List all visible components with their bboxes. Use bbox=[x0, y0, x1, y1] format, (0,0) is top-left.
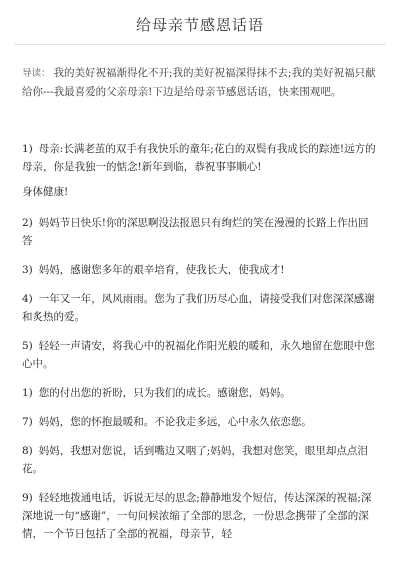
intro-text: 我的美好祝福渐得化不开;我的美好祝福深得抹不去;我的美好祝福只献给你---我最喜爱的父亲母亲!下边是给母亲节感恩话语，快来围观吧。 bbox=[22, 67, 376, 98]
item-number: 7) bbox=[22, 416, 33, 428]
item-number: 2) bbox=[22, 217, 33, 229]
item-text: 妈妈，感谢您多年的艰辛培育，使我长大，使我成才! bbox=[38, 264, 285, 276]
list-item bbox=[22, 489, 378, 543]
item-number: 8) bbox=[22, 445, 33, 457]
item-text: 身体健康! bbox=[22, 186, 69, 198]
item-text: 轻轻一声请安，将我心中的祝福化作阳光般的暖和，永久地留在您眼中您心中。 bbox=[22, 340, 375, 370]
list-item bbox=[22, 214, 378, 250]
item-text: 妈妈节日快乐!你的深思啊没法报恩只有绚烂的笑在漫漫的长路上作出回答 bbox=[22, 217, 369, 247]
list-item bbox=[22, 442, 378, 478]
intro-paragraph bbox=[22, 64, 378, 101]
item-text: 妈妈，您的怀抱最暖和。不论我走多远，心中永久依恋您。 bbox=[38, 416, 312, 428]
item-text: 轻轻地拨通电话，诉说无尽的思念;静静地发个短信，传达深深的祝福;深深地说一句“感谢”，一句问候浓缩了全部的思念，一份思念携带了全部的深情，一个节日包括了全部的祝福，母亲节，轻 bbox=[22, 492, 372, 540]
greeting-list bbox=[22, 140, 378, 554]
page-title: 给母亲节感恩话语 bbox=[135, 16, 264, 34]
list-item bbox=[22, 261, 378, 279]
item-text: 母亲:长满老茧的双手有我快乐的童年;花白的双鬓有我成长的踪迹!远方的母亲，你是我独一的惦念!新年到临，恭祝事事顺心! bbox=[22, 143, 376, 173]
list-item bbox=[22, 384, 378, 402]
item-number: 5) bbox=[22, 340, 33, 352]
item-number: 1) bbox=[22, 143, 33, 155]
list-item bbox=[22, 337, 378, 373]
list-item bbox=[22, 290, 378, 326]
item-text: 一年又一年，风风雨雨。您为了我们历尽心血，请接受我们对您深深感谢和炙热的爱。 bbox=[22, 293, 375, 323]
item-text: 妈妈，我想对您说，话到嘴边又咽了;妈妈，我想对您笑，眼里却点点泪花。 bbox=[22, 445, 368, 475]
item-number: 9) bbox=[22, 492, 33, 504]
title-divider bbox=[14, 44, 386, 45]
list-item bbox=[22, 413, 378, 431]
list-item-continuation bbox=[22, 183, 378, 201]
item-number: 4) bbox=[22, 293, 33, 305]
item-number: 3) bbox=[22, 264, 33, 276]
list-item bbox=[22, 140, 378, 176]
item-text: 您的付出您的祈盼，只为我们的成长。感谢您，妈妈。 bbox=[38, 387, 291, 399]
item-number: 1) bbox=[22, 387, 33, 399]
intro-lead: 导读： bbox=[22, 68, 51, 79]
